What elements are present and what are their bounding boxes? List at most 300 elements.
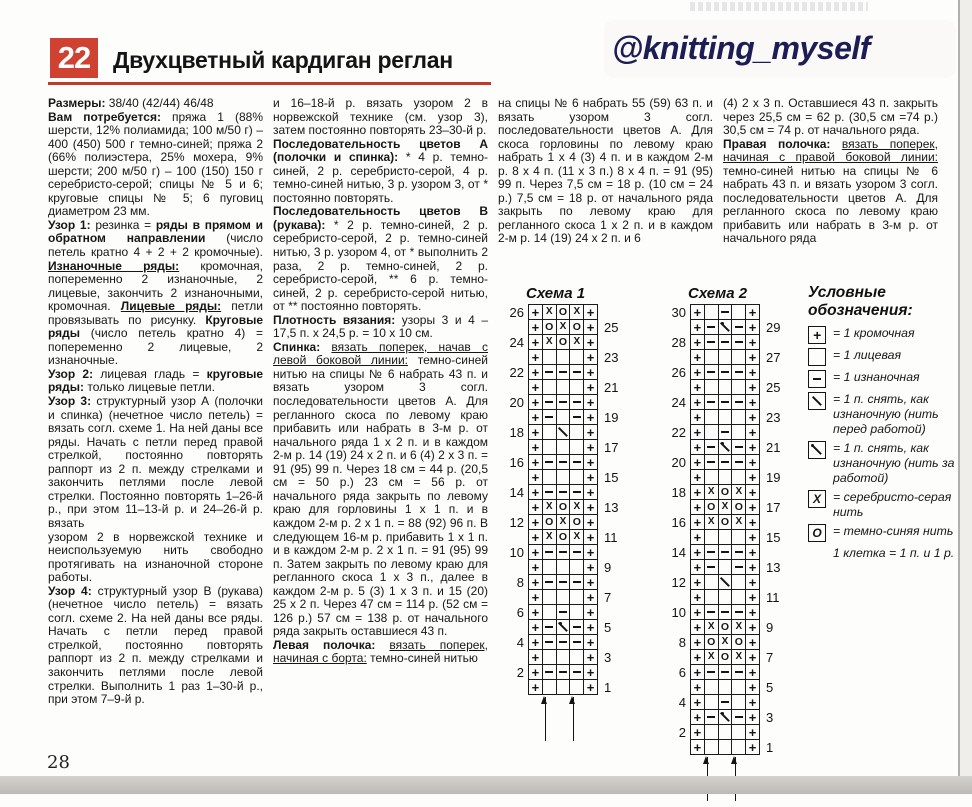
knit-symbol — [543, 440, 556, 454]
text-segment: Левая полочка: — [273, 637, 390, 652]
chart-cell — [584, 515, 598, 530]
row-number-left: 12 — [671, 574, 686, 590]
chart-cell — [570, 635, 584, 650]
paragraph — [273, 205, 488, 313]
chart-cell — [529, 320, 543, 335]
purl-symbol — [543, 545, 556, 559]
dark-blue-yarn-symbol: O — [558, 500, 568, 513]
chart-row — [662, 515, 790, 530]
row-number-right — [597, 545, 628, 560]
chart-cell — [691, 470, 705, 485]
dark-blue-yarn-symbol: O — [734, 500, 743, 513]
purl-symbol — [543, 395, 556, 409]
chart-cell — [529, 575, 543, 590]
text-segment: Правая полочка: — [723, 136, 842, 151]
text-segment: (число петель кратно 4) = попеременно 2 лицевые, 2 изнаночные. — [48, 326, 264, 368]
chart-cell — [542, 515, 556, 530]
slip-back-symbol — [557, 620, 570, 634]
selvedge-symbol: + — [531, 364, 540, 380]
chart-row — [662, 410, 790, 425]
legend-symbol-box — [808, 490, 826, 508]
purl-symbol — [543, 665, 556, 679]
row-number-right: 25 — [603, 319, 619, 335]
selvedge-symbol: + — [748, 439, 757, 455]
chart-cell — [584, 680, 598, 695]
chart-cell — [732, 380, 746, 395]
selvedge-symbol: + — [693, 349, 702, 365]
purl-symbol — [705, 545, 718, 559]
purl-symbol — [732, 665, 745, 679]
purl-symbol — [570, 365, 583, 379]
chart-cell — [746, 335, 760, 350]
dark-blue-yarn-symbol: O — [572, 515, 581, 528]
silver-grey-yarn-symbol: X — [707, 486, 715, 497]
silver-grey-yarn-symbol: X — [559, 516, 567, 527]
chart-cell — [542, 665, 556, 680]
chart-row — [500, 350, 628, 365]
selvedge-symbol: + — [531, 499, 540, 515]
knit-symbol — [557, 350, 570, 364]
chart-cell — [746, 440, 760, 455]
legend-items — [808, 326, 966, 564]
knit-symbol — [732, 530, 745, 544]
chart-cell — [732, 635, 746, 650]
chart-cell — [556, 395, 570, 410]
purl-symbol — [557, 485, 570, 499]
paragraph — [48, 219, 263, 368]
dark-blue-yarn-symbol: O — [734, 635, 743, 648]
chart-cell — [732, 395, 746, 410]
row-number-left — [500, 410, 529, 425]
chart-cell — [704, 500, 718, 515]
chart-cell — [718, 650, 732, 665]
selvedge-symbol: + — [586, 424, 595, 440]
selvedge-symbol: + — [586, 619, 595, 635]
selvedge-symbol: + — [693, 514, 702, 530]
selvedge-symbol: + — [693, 709, 702, 725]
chart-cell — [746, 575, 760, 590]
purl-symbol — [705, 455, 718, 469]
text-segment: лицевая гладь = — [100, 366, 207, 381]
chart-cell — [691, 455, 705, 470]
row-number-right — [759, 725, 790, 740]
legend-item — [808, 441, 966, 486]
chart-cell — [542, 590, 556, 605]
chart-cell — [584, 350, 598, 365]
purl-symbol — [719, 305, 732, 319]
chart-cell — [732, 545, 746, 560]
chart-cell — [529, 620, 543, 635]
knit-symbol — [543, 470, 556, 484]
row-number-right: 1 — [603, 679, 612, 695]
silver-grey-yarn-symbol: X — [707, 516, 715, 527]
row-number-left — [662, 440, 691, 455]
row-number-right — [759, 635, 790, 650]
row-number-left: 22 — [509, 364, 524, 380]
chart-cell — [718, 455, 732, 470]
chart-cell — [691, 695, 705, 710]
knit-symbol — [719, 590, 732, 604]
chart-cell — [718, 530, 732, 545]
legend-label: = серебристо-серая нить — [833, 490, 952, 519]
knit-symbol — [732, 680, 745, 694]
row-number-right — [759, 425, 790, 440]
selvedge-symbol: + — [531, 574, 540, 590]
selvedge-symbol: + — [693, 739, 702, 755]
selvedge-symbol: + — [531, 409, 540, 425]
knit-symbol — [557, 560, 570, 574]
silver-grey-yarn-symbol: X — [545, 306, 553, 317]
row-number-left: 14 — [671, 544, 686, 560]
dark-blue-yarn-symbol: O — [720, 485, 730, 498]
purl-symbol — [557, 635, 570, 649]
chart-cell — [704, 335, 718, 350]
chart-cell — [691, 425, 705, 440]
knit-symbol — [719, 725, 732, 739]
chart-cell — [570, 470, 584, 485]
selvedge-symbol: + — [748, 364, 757, 380]
selvedge-symbol: + — [693, 604, 702, 620]
chart-cell — [556, 470, 570, 485]
chart-cell — [542, 425, 556, 440]
selvedge-symbol: + — [531, 469, 540, 485]
row-number-left — [662, 650, 691, 665]
selvedge-symbol: + — [693, 589, 702, 605]
knit-symbol — [543, 380, 556, 394]
chart-cell — [570, 650, 584, 665]
selvedge-symbol: + — [531, 529, 540, 545]
chart-cell — [570, 410, 584, 425]
selvedge-symbol: + — [531, 394, 540, 410]
chart-row — [500, 530, 628, 545]
silver-grey-yarn-symbol: X — [735, 486, 743, 497]
selvedge-symbol: + — [531, 544, 540, 560]
purl-symbol — [732, 335, 745, 349]
purl-symbol — [732, 710, 745, 724]
slip-front-symbol — [557, 425, 570, 439]
chart-cell — [718, 635, 732, 650]
text-segment: Последовательность цветов А (полочки и спинка): — [273, 136, 488, 165]
selvedge-symbol: + — [586, 679, 595, 695]
selvedge-symbol: + — [586, 664, 595, 680]
text-segment: круговые ряды: — [48, 366, 263, 395]
row-number-left — [662, 740, 691, 755]
chart-cell — [584, 335, 598, 350]
selvedge-symbol: + — [748, 409, 757, 425]
silver-grey-yarn-symbol: X — [735, 651, 743, 662]
purl-symbol — [732, 605, 745, 619]
chart-cell — [556, 500, 570, 515]
chart-cell — [718, 365, 732, 380]
row-number-left — [500, 320, 529, 335]
purl-symbol — [543, 620, 556, 634]
chart-row — [500, 545, 628, 560]
chart-row — [662, 620, 790, 635]
knit-symbol — [732, 425, 745, 439]
chart-cell — [542, 335, 556, 350]
selvedge-symbol: + — [748, 619, 757, 635]
silver-grey-yarn-symbol: X — [573, 336, 581, 347]
knit-symbol — [557, 680, 570, 694]
chart-cell — [556, 410, 570, 425]
selvedge-symbol: + — [748, 679, 757, 695]
chart-cell — [732, 485, 746, 500]
purl-symbol — [705, 395, 718, 409]
text-column-4 — [723, 97, 938, 246]
chart-cell — [584, 425, 598, 440]
chart-cell — [556, 515, 570, 530]
chart-title: Схема 2 — [688, 285, 748, 302]
knit-symbol — [557, 590, 570, 604]
chart-cell — [556, 620, 570, 635]
chart-row — [662, 740, 790, 755]
selvedge-symbol: + — [586, 604, 595, 620]
chart-cell — [556, 605, 570, 620]
knit-symbol — [543, 605, 556, 619]
chart-cell — [570, 380, 584, 395]
purl-symbol — [732, 365, 745, 379]
selvedge-symbol: + — [693, 559, 702, 575]
chart-cell — [542, 530, 556, 545]
selvedge-symbol: + — [748, 499, 757, 515]
purl-symbol — [719, 665, 732, 679]
row-number-left: 16 — [509, 454, 524, 470]
silver-grey-yarn-symbol: X — [812, 492, 821, 506]
chart-cell — [746, 725, 760, 740]
selvedge-symbol: + — [748, 664, 757, 680]
chart-cell — [704, 695, 718, 710]
watermark-handle: @knitting_myself — [612, 30, 870, 66]
chart-row — [500, 665, 628, 680]
dark-blue-yarn-symbol: O — [720, 620, 730, 633]
legend-item — [808, 546, 966, 564]
chart-cell — [746, 620, 760, 635]
chart-cell — [732, 740, 746, 755]
knit-symbol — [732, 410, 745, 424]
selvedge-symbol: + — [693, 484, 702, 500]
row-number-right: 19 — [603, 409, 619, 425]
knit-symbol — [705, 725, 718, 739]
chart-cell — [718, 740, 732, 755]
selvedge-symbol: + — [693, 724, 702, 740]
knit-symbol — [705, 680, 718, 694]
dark-blue-yarn-symbol: O — [545, 320, 554, 333]
chart-cell — [570, 590, 584, 605]
chart-cell — [556, 365, 570, 380]
row-number-left: 26 — [671, 364, 686, 380]
row-number-left — [500, 530, 529, 545]
chart-cell — [584, 470, 598, 485]
chart-cell — [718, 545, 732, 560]
chart-row — [500, 485, 628, 500]
chart-row — [662, 725, 790, 740]
row-number-right: 11 — [603, 529, 618, 545]
page-bottom-edge — [0, 776, 972, 794]
chart-cell — [542, 440, 556, 455]
text-segment: * 4 р. темно-синей, 2 р. серебристо-серой, 4 р. темно-синей нитью, 3 р. узором 3, от * постоянно повторять. — [273, 150, 488, 205]
row-number-left — [662, 560, 691, 575]
row-number-left — [662, 530, 691, 545]
text-segment: узором 2 в норвежской технике и неиспользуемую нить свободно протягивать на изнаночной стороне работы. — [48, 529, 263, 585]
selvedge-symbol: + — [586, 649, 595, 665]
row-number-left: 20 — [671, 454, 686, 470]
selvedge-symbol: + — [748, 394, 757, 410]
paragraph — [48, 395, 263, 530]
selvedge-symbol: + — [693, 574, 702, 590]
chart-cell — [732, 530, 746, 545]
text-column-2 — [273, 97, 488, 666]
chart-cell — [718, 395, 732, 410]
chart-cell — [732, 320, 746, 335]
chart-cell — [718, 380, 732, 395]
purl-symbol — [732, 560, 745, 574]
knit-symbol — [732, 575, 745, 589]
selvedge-symbol: + — [531, 484, 540, 500]
chart-cell — [691, 500, 705, 515]
selvedge-symbol: + — [693, 304, 702, 320]
chart-cell — [584, 530, 598, 545]
text-segment: структурный узор А (полочки и спинка) (нечетное число петель) = вязать согл. схеме 1. На ней даны все ряды. Начать с петли перед правой стрелкой, постоянно повторять раппорт из 2 п. между стрелками и закончить петлями после левой стрелки. Постоянно повторять 1–26-й р., при этом 11–13-й р. и 24–26-й р. вязать — [48, 394, 264, 530]
chart-row — [500, 410, 628, 425]
purl-symbol — [543, 575, 556, 589]
dark-blue-yarn-symbol: O — [558, 305, 568, 318]
row-number-right: 17 — [603, 439, 619, 455]
knit-symbol — [557, 470, 570, 484]
knit-symbol — [809, 349, 825, 365]
selvedge-symbol: + — [586, 574, 595, 590]
chart-row — [662, 545, 790, 560]
selvedge-symbol: + — [748, 484, 757, 500]
purl-symbol — [705, 365, 718, 379]
chart-row — [662, 335, 790, 350]
row-number-right — [597, 425, 628, 440]
row-number-left — [662, 470, 691, 485]
chart-cell — [584, 560, 598, 575]
chart-cell — [704, 605, 718, 620]
chart-cell — [718, 695, 732, 710]
chart-cell — [570, 485, 584, 500]
selvedge-symbol: + — [586, 319, 595, 335]
text-segment: вязать поперек, начиная с правой боковой линии: — [723, 136, 938, 165]
knit-symbol — [557, 410, 570, 424]
chart-cell — [556, 350, 570, 365]
chart-cell — [570, 500, 584, 515]
chart-cell — [718, 620, 732, 635]
row-number-left — [500, 590, 529, 605]
purl-symbol — [719, 545, 732, 559]
purl-symbol — [719, 695, 732, 709]
purl-symbol — [809, 371, 825, 387]
chart-cell — [704, 725, 718, 740]
row-number-right: 3 — [603, 649, 612, 665]
chart-cell — [746, 680, 760, 695]
row-number-left — [500, 680, 529, 695]
chart-grid — [662, 304, 790, 755]
selvedge-symbol: + — [693, 619, 702, 635]
chart-row — [662, 395, 790, 410]
selvedge-symbol: + — [531, 304, 540, 320]
purl-symbol — [543, 365, 556, 379]
selvedge-symbol: + — [693, 379, 702, 395]
knit-symbol — [570, 380, 583, 394]
paragraph — [48, 368, 263, 395]
chart-cell — [746, 320, 760, 335]
selvedge-symbol: + — [812, 327, 822, 343]
chart-cell — [529, 440, 543, 455]
chart-cell — [556, 485, 570, 500]
row-number-left: 22 — [671, 424, 686, 440]
purl-symbol — [570, 665, 583, 679]
knit-symbol — [570, 560, 583, 574]
legend-label: = темно-синяя нить — [833, 524, 954, 538]
selvedge-symbol: + — [586, 364, 595, 380]
chart-cell — [542, 350, 556, 365]
purl-symbol — [557, 455, 570, 469]
chart-cell — [529, 305, 543, 320]
purl-symbol — [557, 605, 570, 619]
knit-symbol — [570, 590, 583, 604]
selvedge-symbol: + — [531, 664, 540, 680]
row-number-right — [759, 575, 790, 590]
row-number-left: 10 — [671, 604, 686, 620]
chart-cell — [732, 680, 746, 695]
chart-cell — [704, 575, 718, 590]
chart-cell — [570, 545, 584, 560]
row-number-left: 8 — [678, 634, 686, 650]
chart-cell — [556, 380, 570, 395]
chart-cell — [556, 545, 570, 560]
selvedge-symbol: + — [748, 724, 757, 740]
purl-symbol — [557, 545, 570, 559]
selvedge-symbol: + — [531, 514, 540, 530]
paragraph — [273, 639, 488, 666]
selvedge-symbol: + — [693, 679, 702, 695]
text-segment: темно-синей нитью на спицы № 6 набрать 43 п. и вязать узором 3 согл. последовательности цветов А. Для регланного скоса по левому краю прибавить или набрать в 3-м р. от начального ряда — [723, 163, 938, 246]
text-segment: Размеры: — [48, 96, 109, 110]
chart-cell — [691, 725, 705, 740]
text-segment: вязать поперек, начав с левой боковой линии: — [273, 339, 488, 368]
selvedge-symbol: + — [531, 634, 540, 650]
chart-cell — [704, 485, 718, 500]
chart-cell — [732, 515, 746, 530]
row-number-right — [759, 695, 790, 710]
chart-cell — [556, 455, 570, 470]
chart-row — [500, 320, 628, 335]
row-number-right — [597, 575, 628, 590]
selvedge-symbol: + — [531, 559, 540, 575]
row-number-right — [597, 605, 628, 620]
chart-cell — [691, 560, 705, 575]
chart-row — [662, 605, 790, 620]
chart-cell — [529, 500, 543, 515]
chart-row — [500, 335, 628, 350]
chart-cell — [746, 650, 760, 665]
knit-symbol — [705, 575, 718, 589]
chart-cell — [746, 350, 760, 365]
chart-cell — [542, 560, 556, 575]
chart-cell — [704, 410, 718, 425]
paragraph — [273, 138, 488, 206]
chart-cell — [746, 740, 760, 755]
repeat-arrow-icon — [545, 697, 546, 741]
chart-cell — [746, 365, 760, 380]
selvedge-symbol: + — [748, 634, 757, 650]
chart-row — [662, 650, 790, 665]
silver-grey-yarn-symbol: X — [545, 336, 553, 347]
row-number-right — [759, 515, 790, 530]
chart-cell — [732, 560, 746, 575]
chart-cell — [732, 365, 746, 380]
